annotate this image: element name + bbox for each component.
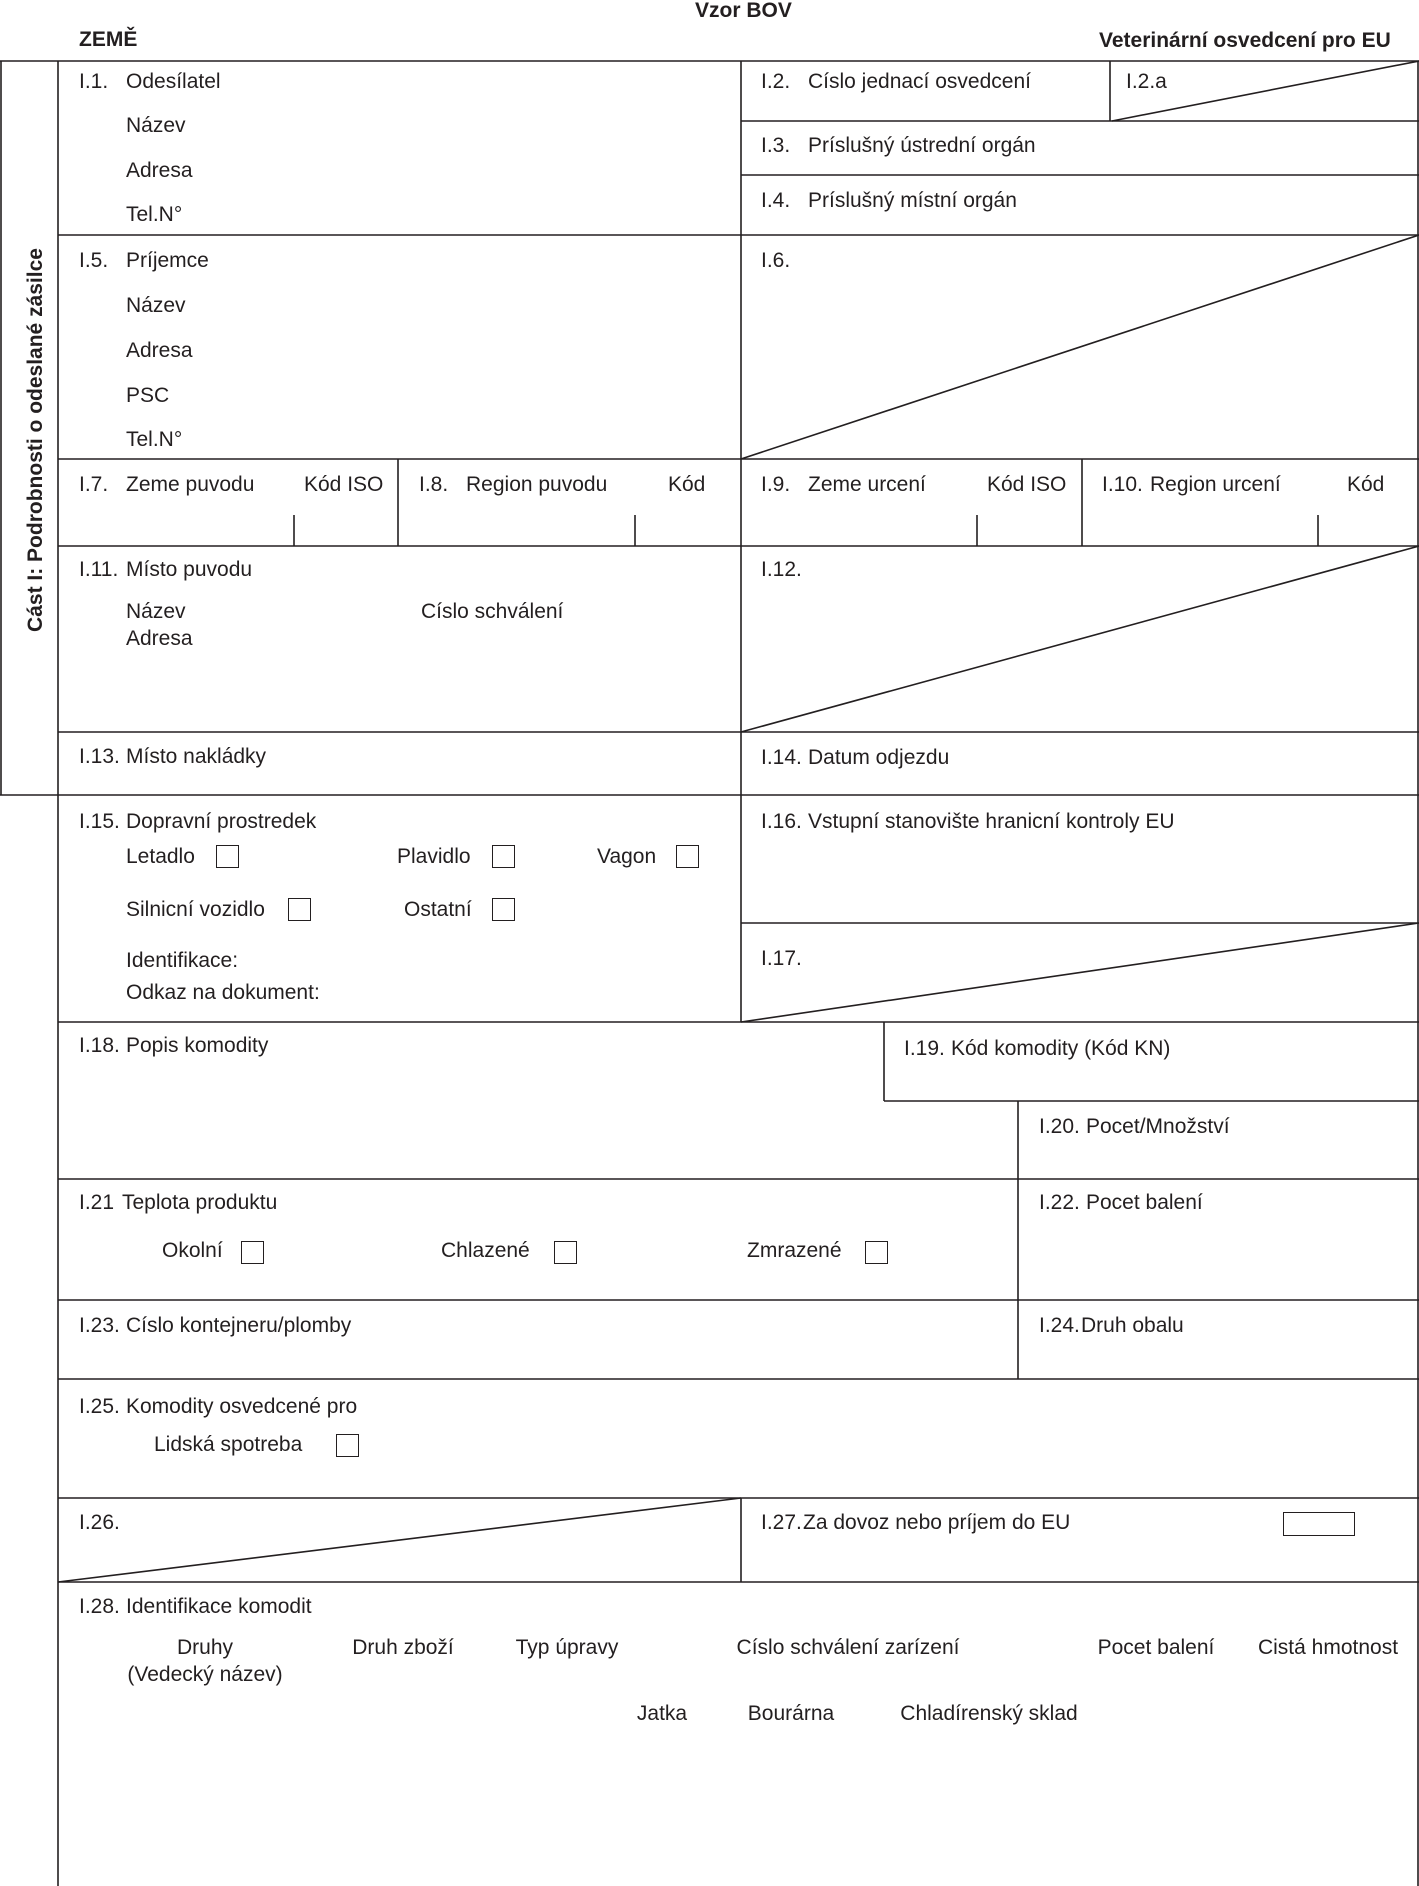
field-num: I.26.	[79, 1511, 120, 1534]
field-num: I.21	[79, 1191, 115, 1214]
field-num: I.18.	[79, 1034, 120, 1057]
field-num: I.14.	[761, 746, 802, 769]
central-authority-label: Príslušný ústrední orgán	[808, 134, 1036, 157]
wagon-label: Vagon	[597, 845, 657, 868]
slaughterhouse-subheader: Jatka	[636, 1702, 688, 1725]
human-consumption-label: Lidská spotreba	[154, 1433, 303, 1456]
field-num: I.16.	[761, 810, 802, 833]
other-transport-checkbox[interactable]	[492, 898, 515, 921]
region-of-destination-label: Region urcení	[1150, 473, 1281, 496]
country-of-destination-label: Zeme urcení	[808, 473, 926, 496]
container-seal-label: Císlo kontejneru/plomby	[126, 1314, 352, 1337]
field-num: I.12.	[761, 558, 802, 581]
certified-for-label: Komodity osvedcené pro	[126, 1395, 358, 1418]
import-admission-label: Za dovoz nebo príjem do EU	[803, 1511, 1071, 1534]
entry-bip-label: Vstupní stanovište hranicní kontroly EU	[808, 810, 1175, 833]
aircraft-checkbox[interactable]	[216, 845, 239, 868]
field-num: I.19.	[904, 1037, 945, 1060]
code-label: Kód	[1347, 473, 1385, 496]
aircraft-label: Letadlo	[126, 845, 195, 868]
frozen-checkbox[interactable]	[865, 1241, 888, 1264]
form-model-title: Vzor BOV	[695, 0, 792, 22]
country-of-origin-label: Zeme puvodu	[126, 473, 255, 496]
frozen-label: Zmrazené	[747, 1239, 842, 1262]
human-consumption-checkbox[interactable]	[336, 1434, 359, 1457]
goods-type-column-header: Druh zboží	[352, 1636, 454, 1659]
ambient-label: Okolní	[162, 1239, 223, 1262]
origin-name-label: Název	[126, 600, 186, 623]
certificate-title: Veterinární osvedcení pro EU	[1099, 29, 1391, 52]
field-num: I.28.	[79, 1595, 120, 1618]
cutting-plant-subheader: Bourárna	[747, 1702, 835, 1725]
approval-number-label: Císlo schválení	[421, 600, 564, 623]
vessel-label: Plavidlo	[397, 845, 471, 868]
road-vehicle-checkbox[interactable]	[288, 898, 311, 921]
code-label: Kód	[668, 473, 706, 496]
field-num: I.24.	[1039, 1314, 1080, 1337]
quantity-label: Pocet/Množství	[1086, 1115, 1230, 1138]
consignor-address-label: Adresa	[126, 159, 193, 182]
consignor-label: Odesílatel	[126, 70, 221, 93]
commodity-description-label: Popis komodity	[126, 1034, 269, 1057]
product-temperature-label: Teplota produktu	[122, 1191, 278, 1214]
consignee-tel-label: Tel.N°	[126, 428, 183, 451]
iso-code-label: Kód ISO	[987, 473, 1067, 496]
field-num: I.6.	[761, 249, 791, 272]
field-num: I.17.	[761, 947, 802, 970]
country-heading: ZEMĚ	[79, 28, 138, 51]
field-num: I.10.	[1102, 473, 1143, 496]
field-num: I.7.	[79, 473, 109, 496]
departure-date-label: Datum odjezdu	[808, 746, 950, 769]
field-num: I.5.	[79, 249, 109, 272]
field-num: I.9.	[761, 473, 791, 496]
field-num: I.15.	[79, 810, 120, 833]
commodity-identification-label: Identifikace komodit	[126, 1595, 312, 1618]
origin-address-label: Adresa	[126, 627, 193, 650]
net-weight-column-header: Cistá hmotnost	[1257, 1636, 1399, 1659]
place-of-loading-label: Místo nakládky	[126, 745, 267, 768]
field-num: I.2.	[761, 70, 791, 93]
number-of-packages-label: Pocet balení	[1086, 1191, 1203, 1214]
field-num: I.4.	[761, 189, 791, 212]
field-num: I.11.	[79, 558, 119, 581]
iso-code-label: Kód ISO	[304, 473, 384, 496]
ambient-checkbox[interactable]	[241, 1241, 264, 1264]
vessel-checkbox[interactable]	[492, 845, 515, 868]
consignee-address-label: Adresa	[126, 339, 193, 362]
region-of-origin-label: Region puvodu	[466, 473, 608, 496]
identification-label: Identifikace:	[126, 949, 239, 972]
packaging-type-label: Druh obalu	[1081, 1314, 1184, 1337]
wagon-checkbox[interactable]	[676, 845, 699, 868]
road-vehicle-label: Silnicní vozidlo	[126, 898, 265, 921]
consignor-name-label: Název	[126, 114, 186, 137]
field-num: I.20.	[1039, 1115, 1080, 1138]
field-num: I.27.	[761, 1511, 802, 1534]
place-of-origin-label: Místo puvodu	[126, 558, 253, 581]
consignor-tel-label: Tel.N°	[126, 203, 183, 226]
local-authority-label: Príslušný místní orgán	[808, 189, 1017, 212]
document-reference-label: Odkaz na dokument:	[126, 981, 320, 1004]
field-num: I.3.	[761, 134, 791, 157]
field-num: I.22.	[1039, 1191, 1080, 1214]
approval-number-column-header: Císlo schválení zarízení	[736, 1636, 960, 1659]
means-of-transport-label: Dopravní prostredek	[126, 810, 317, 833]
commodity-code-label: Kód komodity (Kód KN)	[951, 1037, 1171, 1060]
chilled-checkbox[interactable]	[554, 1241, 577, 1264]
certificate-reference-label: Císlo jednací osvedcení	[808, 70, 1031, 93]
import-admission-box[interactable]	[1283, 1512, 1355, 1536]
field-num: I.2.a	[1126, 70, 1167, 93]
chilled-label: Chlazené	[441, 1239, 530, 1262]
treatment-type-column-header: Typ úpravy	[515, 1636, 619, 1659]
cold-store-subheader: Chladírenský sklad	[900, 1702, 1078, 1725]
field-num: I.25.	[79, 1395, 120, 1418]
field-num: I.13.	[79, 745, 120, 768]
consignee-postcode-label: PSC	[126, 384, 170, 407]
part-one-side-label: Cást I: Podrobnosti o odeslané zásilce	[24, 248, 47, 632]
field-num: I.23.	[79, 1314, 120, 1337]
consignee-name-label: Název	[126, 294, 186, 317]
field-num: I.8.	[419, 473, 449, 496]
scientific-name-subheader: (Vedecký název)	[127, 1663, 283, 1686]
packages-column-header: Pocet balení	[1097, 1636, 1215, 1659]
other-transport-label: Ostatní	[404, 898, 472, 921]
consignee-label: Príjemce	[126, 249, 209, 272]
field-num: I.1.	[79, 70, 109, 93]
species-column-header: Druhy	[176, 1636, 234, 1659]
